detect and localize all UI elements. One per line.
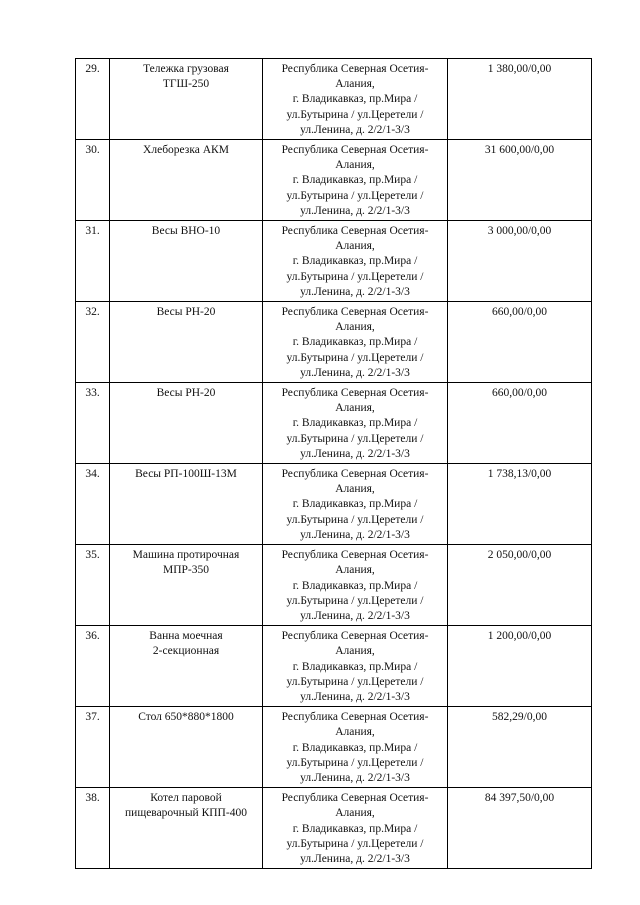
table-row bbox=[76, 59, 592, 140]
property-table bbox=[75, 58, 592, 869]
address-line: Алания, bbox=[335, 807, 375, 820]
cost-cell: 660,00/0,00 bbox=[448, 383, 592, 464]
address-line: ул.Ленина, д. 2/2/1-3/3 bbox=[300, 204, 410, 217]
address-line: Алания, bbox=[335, 564, 375, 577]
row-number: 38. bbox=[76, 788, 110, 869]
item-name-cell bbox=[110, 788, 263, 869]
item-name-line: Весы РП-100Ш-13М bbox=[135, 468, 237, 481]
address-line: Республика Северная Осетия- bbox=[281, 549, 429, 562]
address-line: Алания, bbox=[335, 159, 375, 172]
address-line: Республика Северная Осетия- bbox=[281, 306, 429, 319]
cost-cell: 31 600,00/0,00 bbox=[448, 140, 592, 221]
address-line: ул.Ленина, д. 2/2/1-3/3 bbox=[300, 123, 410, 136]
address-line: ул.Ленина, д. 2/2/1-3/3 bbox=[300, 285, 410, 298]
address-line: ул.Ленина, д. 2/2/1-3/3 bbox=[300, 852, 410, 865]
address-cell bbox=[263, 221, 448, 302]
item-name-cell bbox=[110, 383, 263, 464]
table-row bbox=[76, 788, 592, 869]
item-name-cell bbox=[110, 545, 263, 626]
item-name-line: 2-секционная bbox=[152, 645, 220, 658]
table-row bbox=[76, 302, 592, 383]
address-cell bbox=[263, 383, 448, 464]
address-line: Алания, bbox=[335, 483, 375, 496]
address-line: Республика Северная Осетия- bbox=[281, 468, 429, 481]
address-line: ул.Ленина, д. 2/2/1-3/3 bbox=[300, 366, 410, 379]
address-line: г. Владикавказ, пр.Мира / bbox=[292, 579, 418, 592]
item-name-line: Тележка грузовая bbox=[143, 63, 229, 75]
cost-cell: 1 738,13/0,00 bbox=[448, 464, 592, 545]
cost-cell: 660,00/0,00 bbox=[448, 302, 592, 383]
address-line: ул.Бутырина / ул.Церетели / bbox=[286, 189, 424, 202]
address-line: Алания, bbox=[335, 402, 375, 415]
address-line: Республика Северная Осетия- bbox=[281, 630, 429, 643]
address-line: Республика Северная Осетия- bbox=[281, 225, 429, 238]
table-row bbox=[76, 383, 592, 464]
address-line: Алания, bbox=[335, 645, 375, 658]
item-name-line: пищеварочный КПП-400 bbox=[125, 807, 247, 820]
address-line: Республика Северная Осетия- bbox=[281, 792, 429, 805]
address-line: Республика Северная Осетия- bbox=[281, 711, 429, 724]
item-name-line: Котел паровой bbox=[150, 792, 222, 805]
cost-cell: 3 000,00/0,00 bbox=[448, 221, 592, 302]
property-table-body bbox=[76, 59, 592, 869]
address-cell bbox=[263, 302, 448, 383]
address-line: Республика Северная Осетия- bbox=[281, 63, 429, 75]
row-number: 34. bbox=[76, 464, 110, 545]
row-number: 32. bbox=[76, 302, 110, 383]
address-cell bbox=[263, 545, 448, 626]
row-number: 37. bbox=[76, 707, 110, 788]
table-row bbox=[76, 626, 592, 707]
address-line: ул.Бутырина / ул.Церетели / bbox=[286, 108, 424, 121]
cost-cell: 1 200,00/0,00 bbox=[448, 626, 592, 707]
address-line: Алания, bbox=[335, 78, 375, 91]
address-line: ул.Ленина, д. 2/2/1-3/3 bbox=[300, 771, 410, 784]
address-line: ул.Бутырина / ул.Церетели / bbox=[286, 432, 424, 445]
address-cell bbox=[263, 707, 448, 788]
address-cell bbox=[263, 788, 448, 869]
cost-cell: 2 050,00/0,00 bbox=[448, 545, 592, 626]
address-line: ул.Бутырина / ул.Церетели / bbox=[286, 756, 424, 769]
address-line: г. Владикавказ, пр.Мира / bbox=[292, 255, 418, 268]
item-name-cell bbox=[110, 464, 263, 545]
item-name-cell bbox=[110, 221, 263, 302]
address-line: Республика Северная Осетия- bbox=[281, 144, 429, 157]
item-name-line: Весы РН-20 bbox=[156, 306, 216, 319]
item-name-cell bbox=[110, 59, 263, 140]
table-row bbox=[76, 464, 592, 545]
table-row bbox=[76, 140, 592, 221]
address-line: ул.Бутырина / ул.Церетели / bbox=[286, 594, 424, 607]
address-line: ул.Ленина, д. 2/2/1-3/3 bbox=[300, 528, 410, 541]
item-name-line: Ванна моечная bbox=[149, 630, 223, 643]
address-line: Алания, bbox=[335, 321, 375, 334]
table-row bbox=[76, 707, 592, 788]
item-name-line: Хлеборезка АКМ bbox=[143, 144, 229, 157]
item-name-line: Весы ВНО-10 bbox=[151, 225, 221, 238]
item-name-line: Машина протирочная bbox=[132, 549, 240, 562]
address-line: Республика Северная Осетия- bbox=[281, 387, 429, 400]
address-cell bbox=[263, 626, 448, 707]
address-cell bbox=[263, 59, 448, 140]
item-name-cell bbox=[110, 140, 263, 221]
address-line: ул.Бутырина / ул.Церетели / bbox=[286, 513, 424, 526]
item-name-line: ТГШ-250 bbox=[162, 78, 210, 91]
address-line: ул.Бутырина / ул.Церетели / bbox=[286, 270, 424, 283]
address-line: ул.Бутырина / ул.Церетели / bbox=[286, 675, 424, 688]
table-row bbox=[76, 221, 592, 302]
address-line: Алания, bbox=[335, 240, 375, 253]
cost-cell: 1 380,00/0,00 bbox=[448, 59, 592, 140]
address-line: г. Владикавказ, пр.Мира / bbox=[292, 336, 418, 349]
row-number: 31. bbox=[76, 221, 110, 302]
item-name-line: МПР-350 bbox=[162, 564, 209, 577]
row-number: 33. bbox=[76, 383, 110, 464]
address-line: г. Владикавказ, пр.Мира / bbox=[292, 741, 418, 754]
cost-cell: 582,29/0,00 bbox=[448, 707, 592, 788]
address-line: ул.Ленина, д. 2/2/1-3/3 bbox=[300, 609, 410, 622]
cost-cell: 84 397,50/0,00 bbox=[448, 788, 592, 869]
item-name-line: Весы РН-20 bbox=[156, 387, 216, 400]
address-line: г. Владикавказ, пр.Мира / bbox=[292, 660, 418, 673]
address-line: ул.Бутырина / ул.Церетели / bbox=[286, 837, 424, 850]
address-line: г. Владикавказ, пр.Мира / bbox=[292, 174, 418, 187]
row-number: 30. bbox=[76, 140, 110, 221]
item-name-cell bbox=[110, 302, 263, 383]
item-name-line: Стол 650*880*1800 bbox=[138, 711, 234, 724]
table-row bbox=[76, 545, 592, 626]
row-number: 29. bbox=[76, 59, 110, 140]
address-line: Алания, bbox=[335, 726, 375, 739]
item-name-cell bbox=[110, 707, 263, 788]
address-line: ул.Ленина, д. 2/2/1-3/3 bbox=[300, 447, 410, 460]
address-line: ул.Ленина, д. 2/2/1-3/3 bbox=[300, 690, 410, 703]
item-name-cell bbox=[110, 626, 263, 707]
address-line: г. Владикавказ, пр.Мира / bbox=[292, 93, 418, 106]
address-line: ул.Бутырина / ул.Церетели / bbox=[286, 351, 424, 364]
address-line: г. Владикавказ, пр.Мира / bbox=[292, 498, 418, 511]
address-cell bbox=[263, 140, 448, 221]
row-number: 36. bbox=[76, 626, 110, 707]
row-number: 35. bbox=[76, 545, 110, 626]
address-line: г. Владикавказ, пр.Мира / bbox=[292, 822, 418, 835]
address-cell bbox=[263, 464, 448, 545]
address-line: г. Владикавказ, пр.Мира / bbox=[292, 417, 418, 430]
